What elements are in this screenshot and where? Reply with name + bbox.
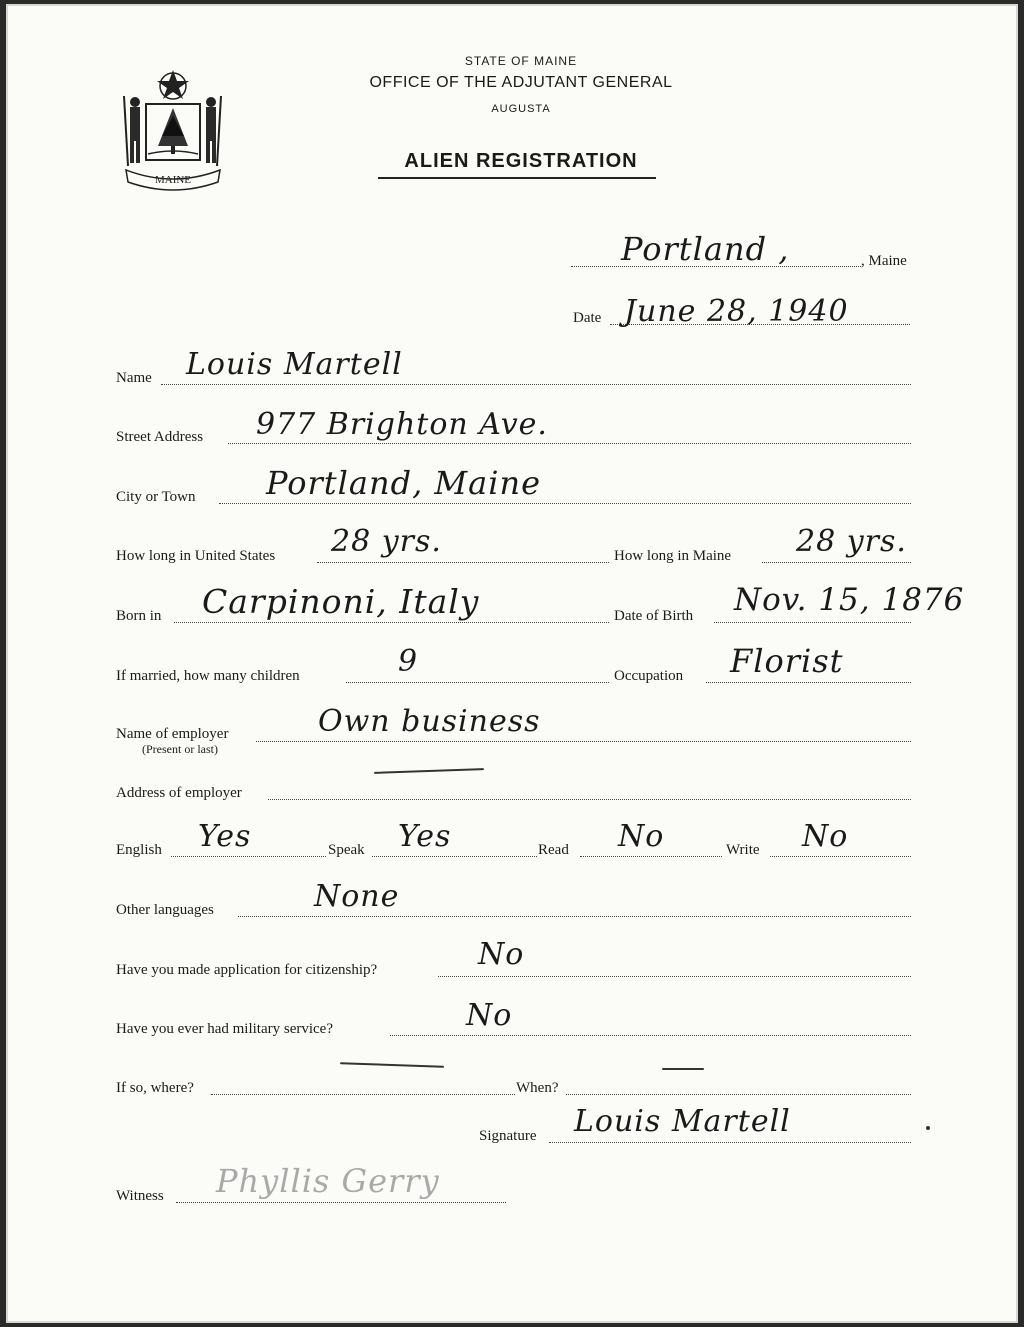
name-label: Name <box>116 370 152 386</box>
english-value: Yes <box>198 819 252 854</box>
header-state: STATE OF MAINE <box>464 54 578 68</box>
when-label: When? <box>516 1080 559 1096</box>
employer-address-label: Address of employer <box>116 785 242 801</box>
military-line <box>390 1035 911 1036</box>
if-so-where-label: If so, where? <box>116 1080 194 1096</box>
military-label: Have you ever had military service? <box>116 1021 333 1037</box>
employer-note: (Present or last) <box>142 742 218 756</box>
seal-banner-text: MAINE <box>154 174 192 186</box>
read-value: No <box>618 819 665 854</box>
maine-state-seal-icon <box>118 66 228 194</box>
header-office: OFFICE OF THE ADJUTANT GENERAL <box>369 74 673 91</box>
speak-value: Yes <box>398 819 452 854</box>
citizenship-value: No <box>478 937 525 972</box>
signature-line <box>549 1142 911 1143</box>
form-title: ALIEN REGISTRATION <box>404 150 638 172</box>
citizenship-line <box>438 976 911 977</box>
other-languages-label: Other languages <box>116 902 214 918</box>
employer-dash <box>374 768 484 774</box>
city-value: Portland, Maine <box>266 464 542 502</box>
born-in-line <box>174 622 609 623</box>
how-long-us-value: 28 yrs. <box>331 524 442 559</box>
other-languages-line <box>238 916 911 917</box>
place-value: Portland , <box>621 230 790 268</box>
children-line <box>346 682 609 683</box>
how-long-maine-value: 28 yrs. <box>796 524 907 559</box>
date-of-birth-line <box>714 622 911 623</box>
city-line <box>219 503 911 504</box>
english-label: English <box>116 842 162 858</box>
read-line <box>580 856 722 857</box>
witness-label: Witness <box>116 1188 164 1204</box>
employer-value: Own business <box>318 704 541 739</box>
read-label: Read <box>538 842 569 858</box>
children-value: 9 <box>398 644 419 679</box>
born-in-label: Born in <box>116 608 162 624</box>
header-city: AUGUSTA <box>491 103 551 115</box>
witness-value: Phyllis Gerry <box>216 1162 440 1200</box>
name-line <box>161 384 911 385</box>
signature-label: Signature <box>479 1128 537 1144</box>
speak-line <box>372 856 537 857</box>
date-value: June 28, 1940 <box>624 294 849 329</box>
city-label: City or Town <box>116 489 196 505</box>
how-long-maine-line <box>762 562 911 563</box>
citizenship-label: Have you made application for citizenship? <box>116 962 378 978</box>
military-value: No <box>466 998 513 1033</box>
street-address-label: Street Address <box>116 429 204 445</box>
speak-label: Speak <box>328 842 365 858</box>
maine-label: , Maine <box>861 253 907 269</box>
street-address-value: 977 Brighton Ave. <box>256 407 548 442</box>
date-of-birth-value: Nov. 15, 1876 <box>734 582 965 618</box>
how-long-us-label: How long in United States <box>116 548 276 564</box>
write-value: No <box>802 819 849 854</box>
occupation-label: Occupation <box>614 668 684 684</box>
title-underline <box>378 177 656 179</box>
how-long-maine-label: How long in Maine <box>614 548 732 564</box>
write-label: Write <box>726 842 760 858</box>
name-value: Louis Martell <box>186 347 403 382</box>
registration-form <box>6 4 1018 1323</box>
signature-dot <box>926 1126 930 1130</box>
how-long-us-line <box>317 562 609 563</box>
date-of-birth-label: Date of Birth <box>614 608 694 624</box>
english-line <box>171 856 326 857</box>
date-label: Date <box>573 310 602 326</box>
born-in-value: Carpinoni, Italy <box>202 582 480 621</box>
write-line <box>770 856 911 857</box>
street-address-line <box>228 443 911 444</box>
signature-value: Louis Martell <box>574 1104 791 1139</box>
occupation-value: Florist <box>730 642 844 680</box>
when-line <box>566 1094 911 1095</box>
military-when-dash <box>662 1068 704 1070</box>
military-where-dash <box>340 1062 444 1068</box>
other-languages-value: None <box>314 879 400 914</box>
employer-label: Name of employer <box>116 726 229 742</box>
if-so-where-line <box>211 1094 515 1095</box>
employer-address-line <box>268 799 911 800</box>
witness-line <box>176 1202 506 1203</box>
children-label: If married, how many children <box>116 668 300 684</box>
occupation-line <box>706 682 911 683</box>
employer-line <box>256 741 911 742</box>
